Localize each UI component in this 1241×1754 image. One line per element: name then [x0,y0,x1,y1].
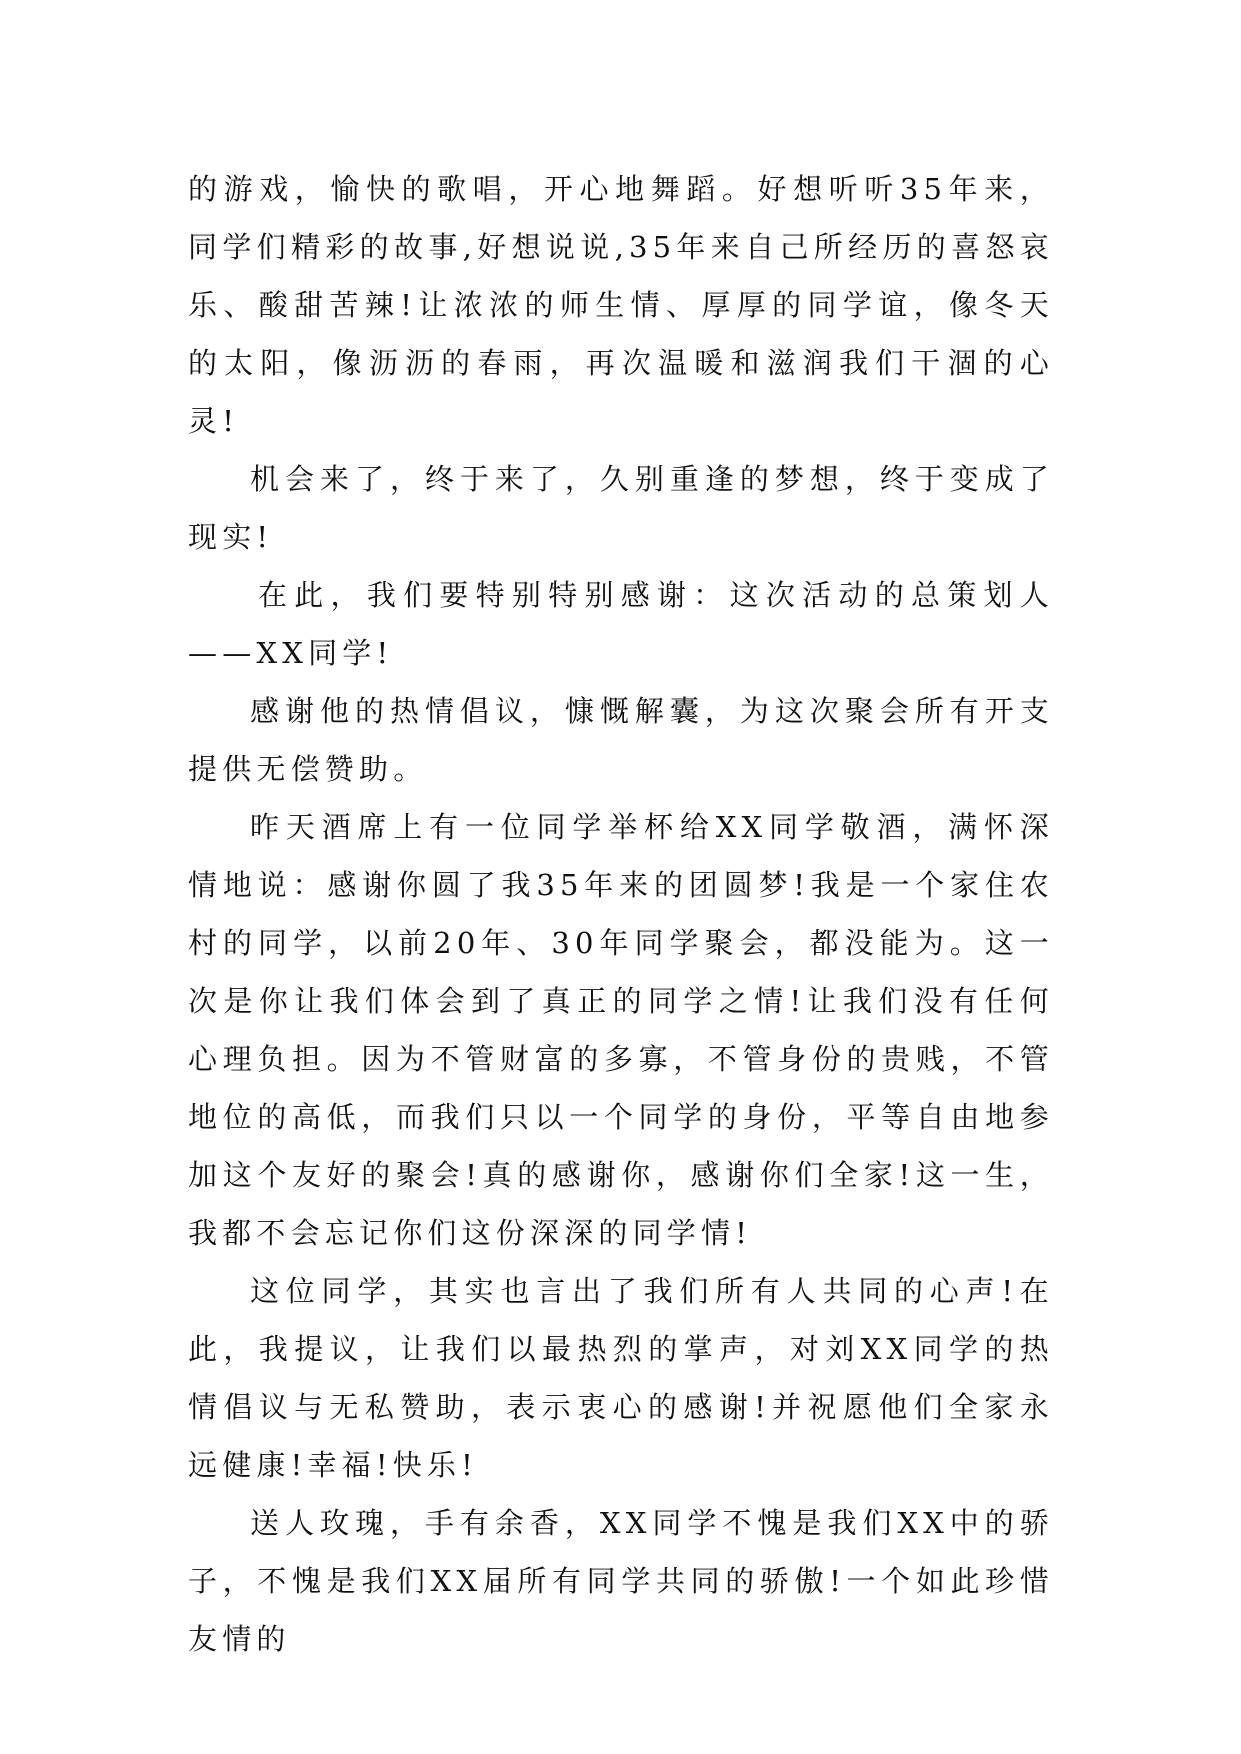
paragraph-sponsorship: 感谢他的热情倡议，慷慨解囊，为这次聚会所有开支提供无偿赞助。 [188,694,1054,786]
paragraph-toast-story: 昨天酒席上有一位同学举杯给XX同学敬酒，满怀深情地说：感谢你圆了我35年来的团圆梦!我是一个家住农村的同学，以前20年、30年同学聚会，都没能为。这一次是你让我们体会到了真正的同学之情!让我们没有任何心理负担。因为不管财富的多寡，不管身份的贵贱，不管地位的高低，而我们只以一个同学的身份，平等自由地参加这个友好的聚会!真的感谢你，感谢你们全家!这一生，我都不会忘记你们这份深深的同学情! [188,810,1054,1250]
document-page [188,160,1054,1668]
paragraph-proposal: 这位同学，其实也言出了我们所有人共同的心声!在此，我提议，让我们以最热烈的掌声，对刘XX同学的热情倡议与无私赞助，表示衷心的感谢!并祝愿他们全家永远健康!幸福!快乐! [188,1274,1054,1482]
paragraph-roses: 送人玫瑰，手有余香，XX同学不愧是我们XX中的骄子，不愧是我们XX届所有同学共同的骄傲!一个如此珍惜友情的 [188,1506,1054,1656]
paragraph-continuation: 的游戏，愉快的歌唱，开心地舞蹈。好想听听35年来，同学们精彩的故事,好想说说,35年来自己所经历的喜怒哀乐、酸甜苦辣!让浓浓的师生情、厚厚的同学谊，像冬天的太阳，像沥沥的春雨，再次温暖和滋润我们干涸的心灵! [188,172,1054,438]
paragraph-special-thanks: 在此，我们要特别特别感谢：这次活动的总策划人——XX同学! [188,578,1054,670]
paragraph-opportunity: 机会来了，终于来了，久别重逢的梦想，终于变成了现实! [188,462,1054,554]
